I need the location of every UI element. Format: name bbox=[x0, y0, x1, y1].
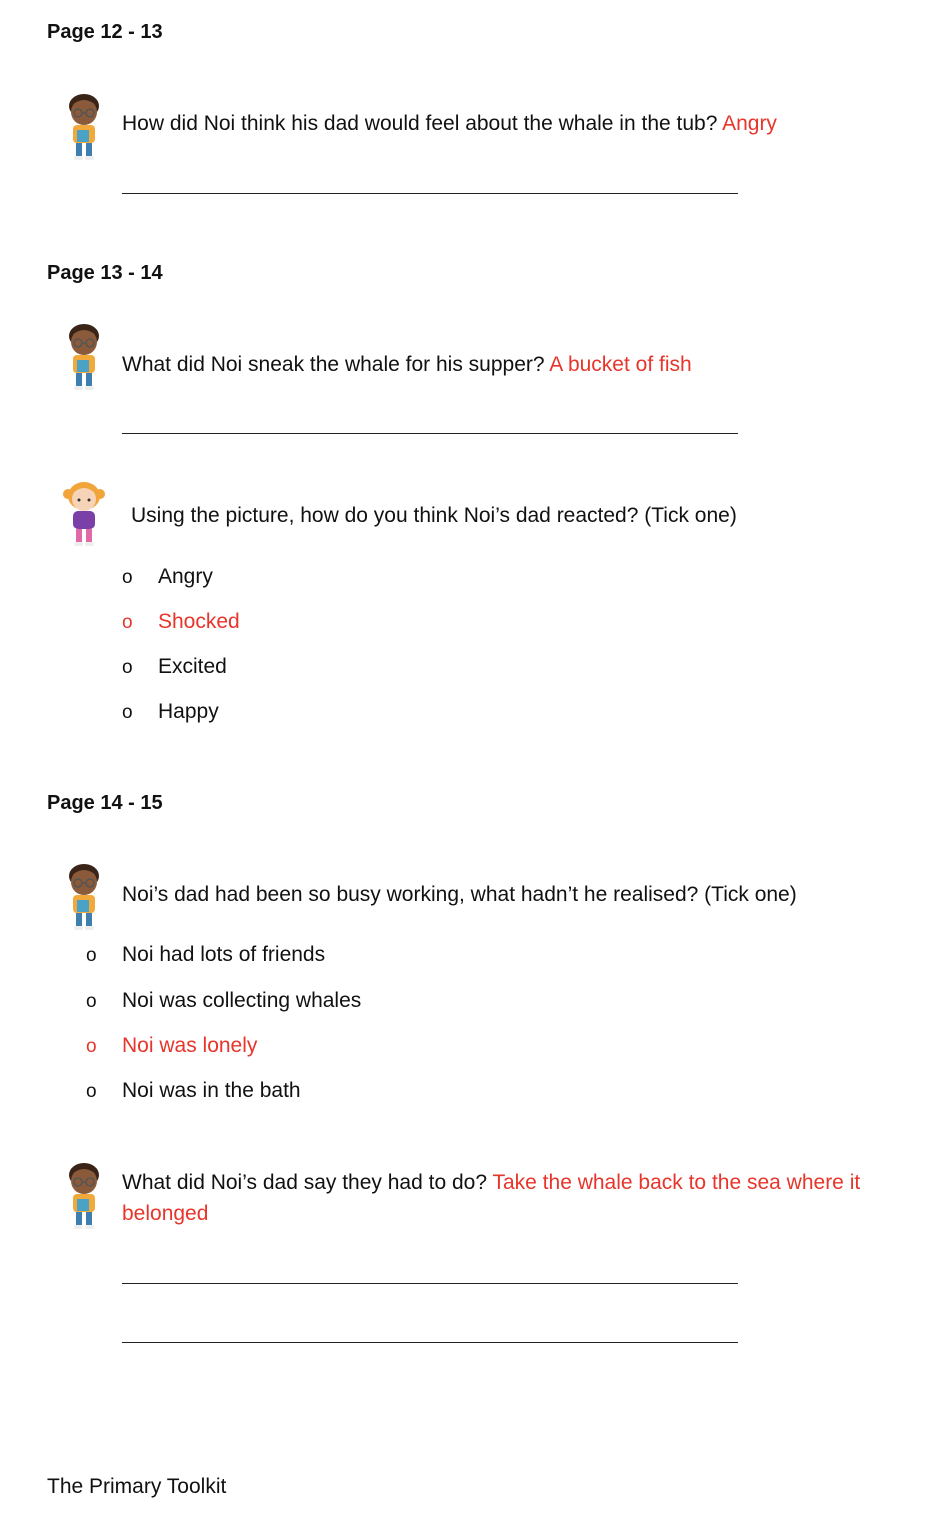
option-label: Shocked bbox=[158, 610, 240, 633]
option-angry[interactable] bbox=[122, 565, 213, 589]
option-bullet[interactable]: o bbox=[86, 945, 97, 966]
answer-line[interactable] bbox=[122, 193, 738, 194]
option-bullet[interactable]: o bbox=[86, 1081, 97, 1102]
option-bullet[interactable]: o bbox=[122, 657, 133, 678]
option-label: Noi was collecting whales bbox=[122, 989, 362, 1012]
answer-line[interactable] bbox=[122, 1342, 738, 1343]
answer-text-continued: belonged bbox=[122, 1202, 209, 1225]
question-label: What did Noi sneak the whale for his supper? bbox=[122, 353, 545, 376]
option-happy[interactable] bbox=[122, 700, 219, 724]
page-heading: Page 14 - 15 bbox=[47, 792, 163, 814]
option-excited[interactable] bbox=[122, 655, 227, 679]
answer-text: A bucket of fish bbox=[549, 353, 692, 376]
question-text bbox=[122, 112, 777, 136]
boy-reader-icon bbox=[64, 322, 104, 396]
option-bullet[interactable]: o bbox=[86, 991, 97, 1012]
boy-reader-icon bbox=[64, 862, 104, 936]
option-label: Angry bbox=[158, 565, 213, 588]
question-text bbox=[122, 1171, 860, 1195]
answer-line[interactable] bbox=[122, 433, 738, 434]
option-bath[interactable] bbox=[86, 1079, 301, 1103]
option-friends[interactable] bbox=[86, 943, 325, 967]
option-bullet[interactable]: o bbox=[86, 1036, 97, 1057]
boy-reader-icon bbox=[64, 92, 104, 166]
option-bullet[interactable]: o bbox=[122, 702, 133, 723]
option-bullet[interactable]: o bbox=[122, 567, 133, 588]
question-label: How did Noi think his dad would feel about the whale in the tub? bbox=[122, 112, 718, 135]
girl-reader-icon bbox=[62, 478, 106, 552]
option-label: Excited bbox=[158, 655, 227, 678]
answer-text: Take the whale back to the sea where it bbox=[492, 1171, 861, 1194]
answer-text: Angry bbox=[722, 112, 777, 135]
boy-reader-icon bbox=[64, 1161, 104, 1235]
page-heading: Page 13 - 14 bbox=[47, 262, 163, 284]
question-label: What did Noi’s dad say they had to do? bbox=[122, 1171, 488, 1194]
option-label: Noi was lonely bbox=[122, 1034, 258, 1057]
question-text bbox=[122, 353, 692, 377]
page-heading: Page 12 - 13 bbox=[47, 21, 163, 43]
option-lonely[interactable] bbox=[86, 1034, 257, 1058]
option-label: Noi was in the bath bbox=[122, 1079, 301, 1102]
option-bullet[interactable]: o bbox=[122, 612, 133, 633]
footer-brand: The Primary Toolkit bbox=[47, 1475, 227, 1498]
option-label: Happy bbox=[158, 700, 219, 723]
tick-question-text: Noi’s dad had been so busy working, what hadn’t he realised? (Tick one) bbox=[122, 883, 797, 906]
option-collecting[interactable] bbox=[86, 989, 361, 1013]
option-shocked[interactable] bbox=[122, 610, 240, 634]
option-label: Noi had lots of friends bbox=[122, 943, 326, 966]
tick-question-text: Using the picture, how do you think Noi’s dad reacted? (Tick one) bbox=[131, 504, 737, 527]
answer-line[interactable] bbox=[122, 1283, 738, 1284]
